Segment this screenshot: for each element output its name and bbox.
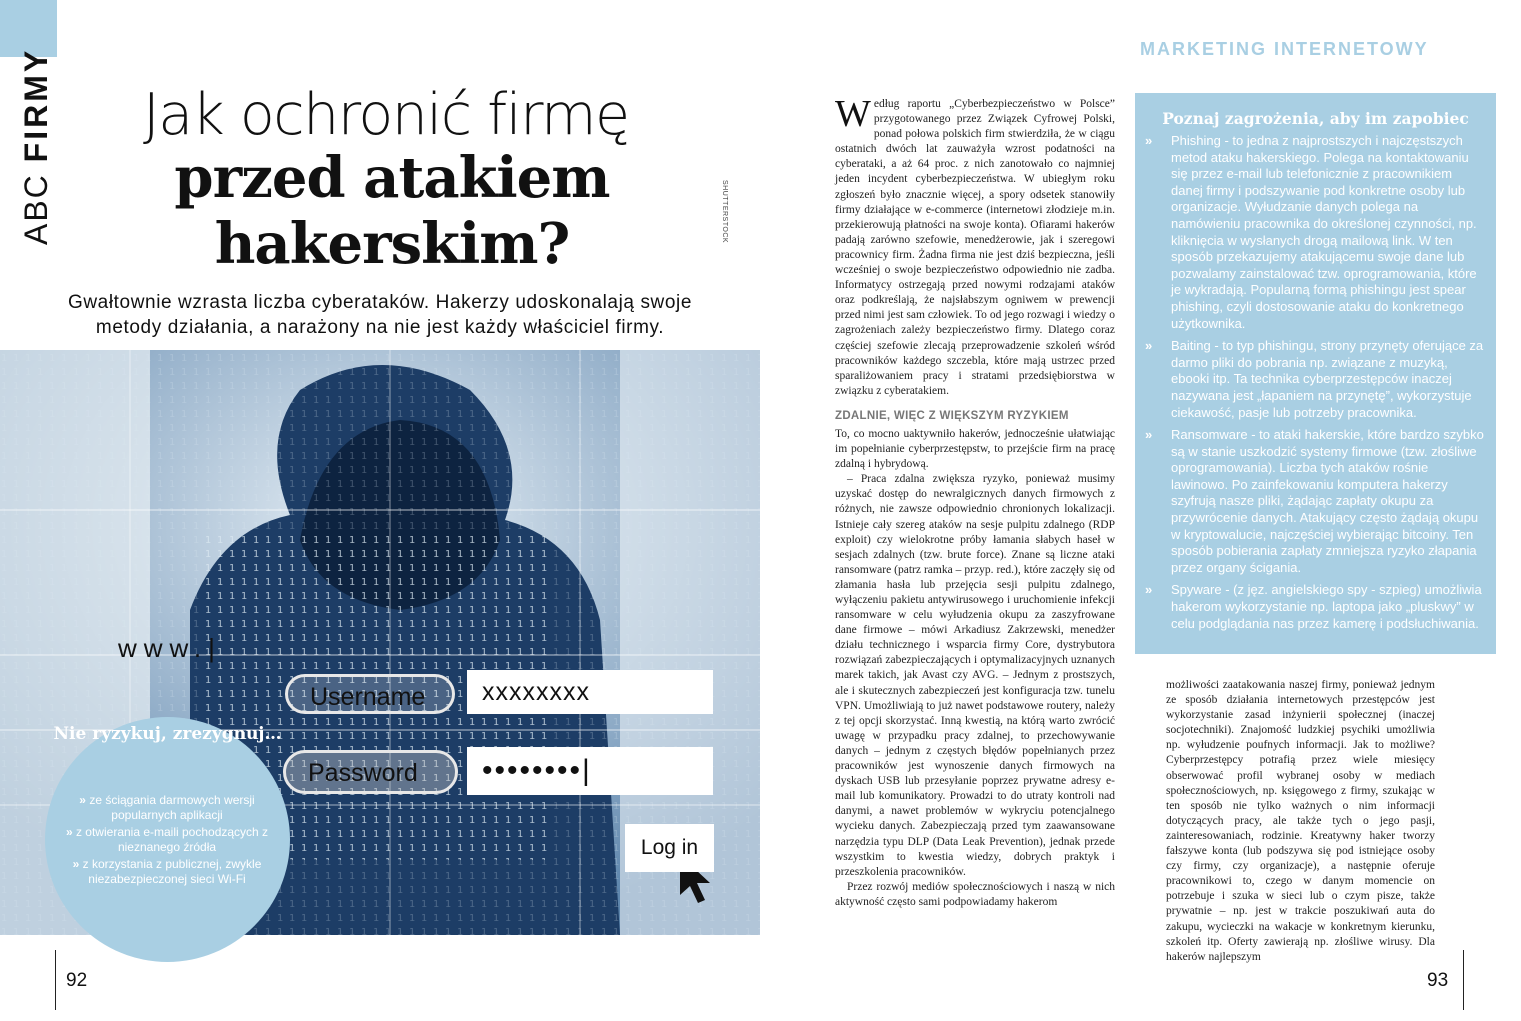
section-header: MARKETING INTERNETOWY [1140,39,1429,59]
article-column-1 [835,93,1115,910]
title-line-2: przed atakiem hakerskim? [174,145,610,277]
callout-item: » z otwierania e-maili pochodzących z nieznanego źródła [65,825,269,854]
password-field: ••••••••| [467,747,713,795]
callout-heading: Nie ryzykuj, zrezygnuj… [53,724,282,744]
article-paragraph: Przez rozwój mediów społecznościowych i naszą w nich aktywność często sami podpowiadamy hakerom [835,880,1115,908]
box-item: » Ransomware - to ataki hakerskie, które bardzo szybko są w stanie uszkodzić systemy firmowe (tzw. złośliwe oprogramowania). Liczba tych ataków rośnie lawinowo. Po zainfekowaniu komputera hakerzy szyfrują nasze pliki, żądając zapłaty okupu za przywrócenie danych. Atakujący często żądają okupu w kryptowalucie, najczęściej wybierając bitcoiny. Ten sposób pobierania zapłaty zmniejsza ryzyko złapania przez organy ścigania. [1145,427,1484,575]
login-button-image: Log in [625,824,714,872]
callout-circle [45,717,290,962]
page-number-left: 92 [66,970,88,991]
page-rule-right [1463,950,1464,1010]
page-number-right: 93 [1427,970,1449,991]
box-title: Poznaj zagrożenia, aby im zapobiec [1162,109,1469,128]
callout-item: » z korzystania z publicznej, zwykle niezabezpieczonej sieci Wi-Fi [72,857,262,886]
article-paragraph: To, co mocno uaktywniło hakerów, jednocześnie ułatwiając im popełnianie cyberprzestępstw, to przejście firm na pracę zdalną i hybrydową. [835,427,1115,471]
drop-cap: W [835,93,871,135]
article-paragraph: – Praca zdalna zwiększa ryzyko, ponieważ musimy uzyskać dostęp do newralgicznych danych firmowych z różnych, nie zawsze odpowiednio chronionych lokalizacji. Istnieje cały szereg ataków na sesje pulpitu zdalnego (RDP exploit) czy wielokrotne próby łamania słabych haseł w sesjach zdalnych (tzw. brute force). Znane są liczne ataki ransomware (patrz ramka – przyp. red.), które zaczęły się od złamania hasła lub przejęcia sesji pulpitu zdalnego, wyłączeniu pakietu antywirusowego i uruchomienie infekcji ransomware w celu wyłudzenia okupu za zaszyfrowane dane firmowe – mówi Arkadiusz Zakrzewski, menedżer działu technicznego i wsparcia firmy Core, dystrybutora rozwiązań zabezpieczających i optymalizacyjnych uznanych marek takich, jak Avast czy AVG. – Jednym z prostszych, ale i skutecznych zabezpieczeń jest konfiguracja tzw. tunelu VPN. Umożliwiają to już nawet podstawowe routery, należy z tej opcji skorzystać. Inną kwestią, na którą warto zwrócić uwagę w przypadku pracy zdalnej, to przechowywanie danych – jednym z częstych błędów popełnianych przez pracowników jest wynoszenie danych firmowych na dyskach USB lub przesyłanie poprzez prywatne adresy e-mail lub komunikatory. Prowadzi to do utraty kontroli nad danymi, a nawet problemów w wykryciu potencjalnego wycieku danych. Zabezpieczają przed tym zaawansowane narzędzia typu DLP (Data Leak Prevention), jednak przede wszystkim to kwestia wiedzy, dobrych praktyk i przeszkolenia pracowników. [835,473,1115,878]
username-field: xxxxxxxx [467,670,713,714]
callout-item: » ze ściągania darmowych wersji popularnych aplikacji [79,793,255,822]
page-rule-left [55,950,56,1010]
article-subheading: ZDALNIE, WIĘC Z WIĘKSZYM RYZYKIEM [835,409,1069,422]
article-column-2 [1166,678,1435,965]
title-line-1: Jak ochronić firmę [143,82,629,148]
callout-list [57,793,277,889]
article-paragraph: możliwości zaatakowania naszej firmy, ponieważ jednym ze sposób działania internetowych przestępców jest wykorzystanie zasad inżynierii społecznej (inaczej socjotechniki). Znajomość ludzkiej psychiki umożliwia np. wyłudzenie poufnych informacji. Jak to możliwe? Cyberprzestępcy potrafią przez wiele miesięcy obserwować profil wybranej osoby w mediach społecznościowych, np. księgowego z firmy, szukając w ten sposób nie tylko ważnych o nim informacji dotyczących pracy, ale także tych o jego pasji, zainteresowaniach, rodzinie. Kreatywny haker tworzy fałszywe konta (lub podszywa się pod istniejące osoby czy firmy, czy organizacje), a następnie oferuje pracownikowi to, czego w danym momencie on potrzebuje i szuka w sieci lub o czym pisze, także prywatnie – np. jest w trakcie poszukiwań auta do zakupu, wycieczki na wakacje w konkretnym kierunku, szkoleń itp. Oferty zawierają np. złośliwe wirusy. Dla hakerów najlepszym [1166,679,1435,963]
left-page [0,0,760,1021]
box-item: » Spyware - (z jęz. angielskiego spy - szpieg) umożliwia hakerom wykorzystanie np. laptopa jako „pluskwy” w celu podglądania nas przez kamerę i podsłuchiwania. [1145,582,1482,631]
lead-paragraph: Gwałtownie wzrasta liczba cyberataków. Hakerzy udoskonalają swoje metody działania, a narażony na nie jest każdy właściciel firmy. [67,292,693,338]
password-label: Password [283,750,458,794]
photo-credit: SHUTTERSTOCK [721,180,728,244]
section-label: ABC FIRMY [18,47,54,245]
article-paragraph: Według raportu „Cyberbezpieczeństwo w Polsce” przygotowanego przez Związek Cyfrowej Polski, ponad połowa polskich firm stwierdziła, że w ciągu ostatnich dwóch lat zauważyła wzrost podatności na cyberataki, a aż 64 proc. z nich zanotowało co najmniej jeden incydent cyberbezpieczeństwa. W ubiegłym roku zgłoszeń było znacznie więcej, a spory odsetek stanowiły firmy działające w e-commerce (internetowi złodzieje m.in. przekierowują płatności na swoje konta). Ofiarami hakerów padają zarówno szefowie, menedżerowie, jak i szeregowi pracownicy firm. Żadna firma nie jest dziś bezpieczna, jeśli wcześniej o swoje bezpieczeństwo odpowiednio nie zadba. Informatycy ostrzegają przed nowymi rodzajami ataków oraz podkreślają, że najsłabszym ogniwem w prewencji przed nimi jest sam człowiek. To od jego rozwagi i wiedzy o zagrożeniach zależy bezpieczeństwo firmy. Dlatego coraz częściej szefowie zlecają przeprowadzenie szkoleń wśród pracowników każdego szczebla, które mają ustrzec przed sparaliżowaniem pracy i stratami przedsiębiorstwa w związku z cyberatakiem. [835,93,1115,397]
username-label: Username [285,674,455,714]
box-item: » Baiting - to typ phishingu, strony przynęty oferujące za darmo pliki do pobrania np. związane z muzyką, ebooki itp. Ta technika cyberprzestępców inaczej nazywana jest „łapaniem na przynętę”, wykorzystuje ciekawość, pasje lub potrzeby pracownika. [1145,338,1484,420]
box-list [1145,133,1485,638]
right-page [760,0,1521,1021]
box-item: » Phishing - to jedna z najprostszych i najczęstszych metod ataku hakerskiego. Polega na kontaktowaniu się przez e-mail lub telefonicznie z pracownikiem danej firmy i podszywanie pod konkretne osoby lub organizacje. Wyłudzanie danych polega na namówieniu pracownika do określonej czynności, np. kliknięcia w wysłanych drogą mailową link. W ten sposób przekazujemy atakującemu swoje dane lub pozwalamy zainstalować tzw. oprogramowania, które je wykradają. Popularną formą phishingu jest spear phishing, czyli dostosowanie ataku do konkretnego użytkownika. [1145,133,1477,331]
url-text: www.| [118,633,222,663]
threats-sidebar-box [1135,93,1496,654]
